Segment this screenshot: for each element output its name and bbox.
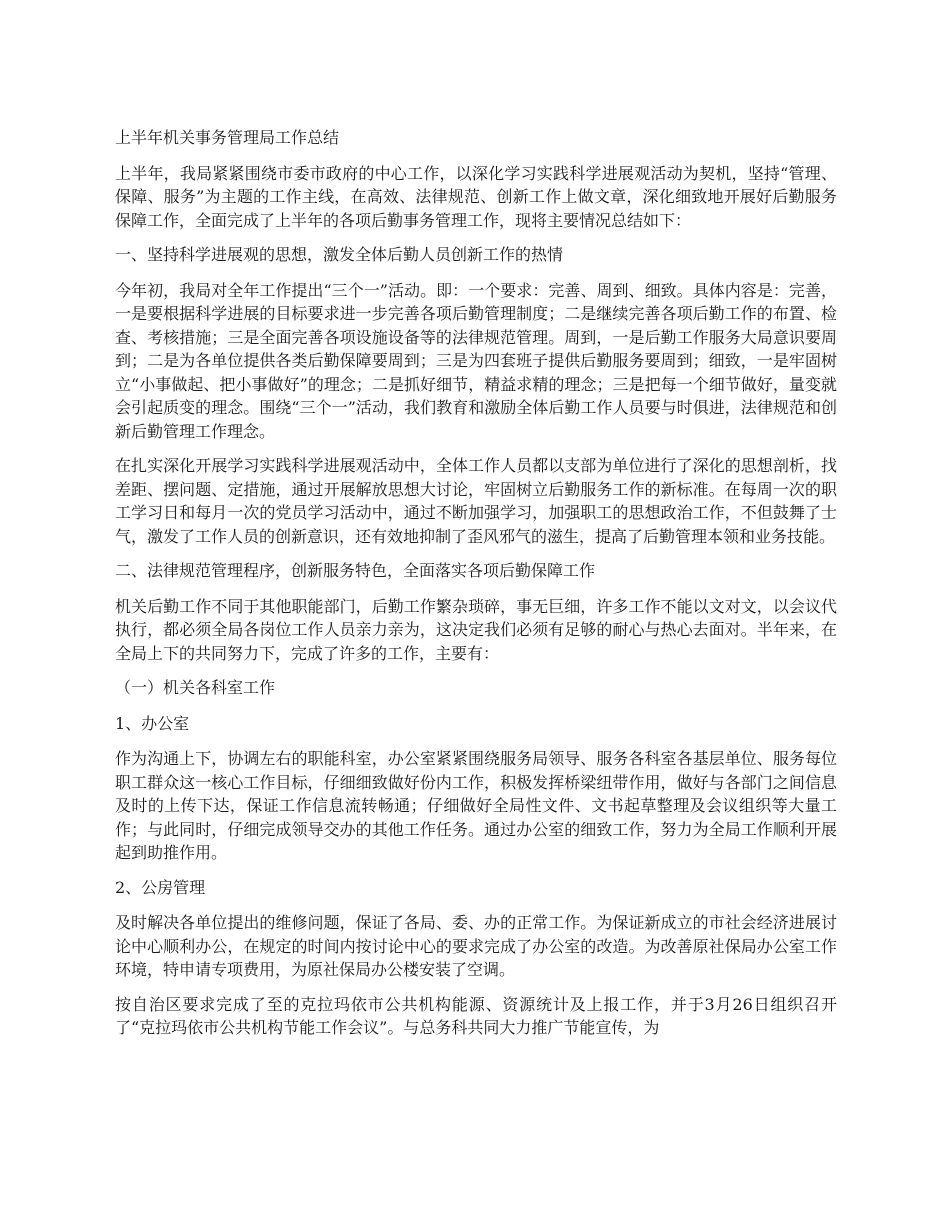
item-heading-office: 1、办公室	[115, 713, 190, 733]
section-heading-2: 二、法律规范管理程序，创新服务特色，全面落实各项后勤保障工作	[115, 561, 596, 580]
paragraph-logistics-work: 机关后勤工作不同于其他职能部门，后勤工作繁杂琐碎，事无巨细，许多工作不能以文对文，以会议代执行，都必须全局各岗位工作人员亲力亲为，这决定我们必须有足够的耐心与热心去面对。半年来，在全局上下的共同努力下，完成了许多的工作，主要有：	[115, 596, 837, 663]
paragraph-public-housing: 及时解决各单位提出的维修问题，保证了各局、委、办的正常工作。为保证新成立的市社会经济进展讨论中心顺利办公，在规定的时间内按讨论中心的要求完成了办公室的改造。为改善原社保局办公室工作环境，特申请专项费用，为原社保局办公楼安装了空调。	[115, 913, 837, 979]
intro-paragraph: 上半年，我局紧紧围绕市委市政府的中心工作，以深化学习实践科学进展观活动为契机，坚持“管理、保障、服务”为主题的工作主线，在高效、法律规范、创新工作上做文章，深化细致地开展好后勤服务保障工作，全面完成了上半年的各项后勤事务管理工作，现将主要情况总结如下：	[115, 163, 837, 230]
item-heading-public-housing: 2、公房管理	[115, 877, 206, 897]
paragraph-energy-statistics: 按自治区要求完成了至的克拉玛依市公共机构能源、资源统计及上报工作，并于3月26日组织召开了“克拉玛依市公共机构节能工作会议”。与总务科共同大力推广节能宣传，为	[115, 994, 837, 1037]
document-page	[115, 126, 837, 1051]
subsection-heading-departments: （一）机关各科室工作	[115, 678, 276, 697]
section-heading-1: 一、坚持科学进展观的思想，激发全体后勤人员创新工作的热情	[115, 245, 564, 264]
document-title: 上半年机关事务管理局工作总结	[115, 128, 340, 147]
paragraph-study-practice: 在扎实深化开展学习实践科学进展观活动中，全体工作人员都以支部为单位进行了深化的思想剖析，找差距、摆问题、定措施，通过开展解放思想大讨论，牢固树立后勤服务工作的新标准。在每周一次的职工学习日和每月一次的党员学习活动中，通过不断加强学习，加强职工的思想政治工作，不但鼓舞了士气，激发了工作人员的创新意识，还有效地抑制了歪风邪气的滋生，提高了后勤管理本领和业务技能。	[115, 456, 837, 546]
paragraph-office: 作为沟通上下，协调左右的职能科室，办公室紧紧围绕服务局领导、服务各科室各基层单位、服务每位职工群众这一核心工作目标，仔细细致做好份内工作，积极发挥桥梁纽带作用，做好与各部门之间信息及时的上传下达，保证工作信息流转畅通；仔细做好全局性文件、文书起草整理及会议组织等大量工作；与此同时，仔细完成领导交办的其他工作任务。通过办公室的细致工作，努力为全局工作顺利开展起到助推作用。	[115, 749, 837, 862]
paragraph-three-ones: 今年初，我局对全年工作提出“三个一”活动。即：一个要求：完善、周到、细致。具体内容是：完善，一是要根据科学进展的目标要求进一步完善各项后勤管理制度；二是继续完善各项后勤工作的布置、检查、考核措施；三是全面完善各项设施设备等的法律规范管理。周到，一是后勤工作服务大局意识要周到；二是为各单位提供各类后勤保障要周到；三是为四套班子提供后勤服务要周到；细致，一是牢固树立“小事做起、把小事做好”的理念；二是抓好细节，精益求精的理念；三是把每一个细节做好，量变就会引起质变的理念。围绕“三个一”活动，我们教育和激励全体后勤工作人员要与时俱进，法律规范和创新后勤管理工作理念。	[115, 280, 837, 441]
